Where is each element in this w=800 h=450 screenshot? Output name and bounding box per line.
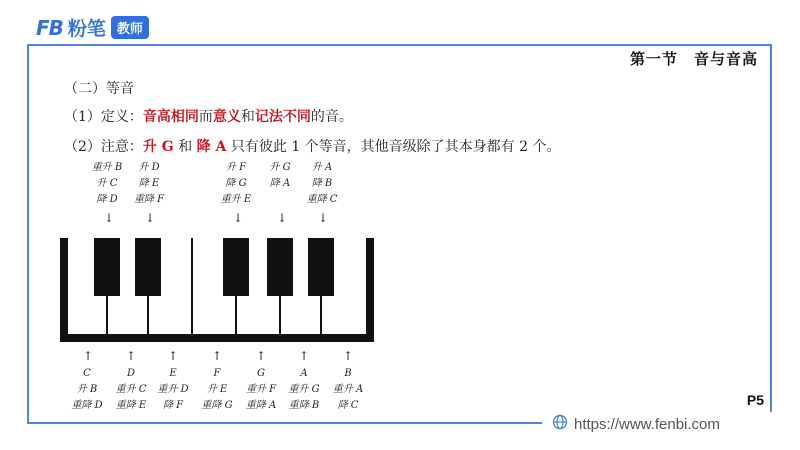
definition-connector-2: 和 bbox=[240, 109, 255, 125]
black-key-label-2: 升 D 降 E 重降 F bbox=[133, 162, 165, 205]
brand-logo bbox=[36, 14, 149, 41]
keyboard-right-edge bbox=[366, 238, 374, 342]
globe-icon bbox=[552, 414, 568, 434]
definition-highlight-2: 意义 bbox=[212, 109, 241, 125]
up-arrow-icon: ↑ bbox=[212, 349, 223, 363]
definition-highlight-1: 音高相同 bbox=[142, 109, 199, 125]
black-key-label-5: 升 A 降 B 重降 C bbox=[306, 162, 338, 205]
black-key-a-sharp bbox=[308, 238, 334, 296]
section-title: 第一节 音与音高 bbox=[629, 50, 758, 68]
white-key-label-d: D 重升 C 重降 E bbox=[115, 368, 147, 411]
logo-name: 粉笔 bbox=[67, 18, 106, 40]
white-key-divider bbox=[235, 296, 237, 336]
keyboard-left-edge bbox=[60, 238, 68, 342]
down-arrow-icon: ↓ bbox=[104, 211, 115, 225]
up-arrow-icon: ↑ bbox=[256, 349, 267, 363]
black-key-label-1: 重升 B 升 C 降 D bbox=[91, 162, 123, 205]
white-key-divider bbox=[147, 296, 149, 336]
definition-line bbox=[64, 106, 353, 126]
definition-end: 的音。 bbox=[310, 109, 353, 125]
white-key-divider bbox=[106, 296, 108, 336]
logo-tag: 教师 bbox=[111, 16, 149, 39]
subheading: （二）等音 bbox=[64, 81, 134, 97]
note-highlight-2: 降 A bbox=[196, 139, 227, 155]
up-arrow-icon: ↑ bbox=[126, 349, 137, 363]
note-end: 只有彼此 1 个等音，其他音级除了其本身都有 2 个。 bbox=[226, 139, 561, 155]
white-key-divider bbox=[320, 296, 322, 336]
white-key-label-g: G 重升 F 重降 A bbox=[245, 368, 277, 411]
white-key-divider bbox=[191, 238, 193, 336]
black-key-c-sharp bbox=[94, 238, 120, 296]
frame-top-border bbox=[27, 44, 772, 46]
down-arrow-icon: ↓ bbox=[233, 211, 244, 225]
up-arrow-icon: ↑ bbox=[299, 349, 310, 363]
white-key-label-a: A 重升 G 重降 B bbox=[288, 368, 320, 411]
up-arrow-icon: ↑ bbox=[168, 349, 179, 363]
black-key-d-sharp bbox=[135, 238, 161, 296]
up-arrow-icon: ↑ bbox=[343, 349, 354, 363]
black-key-f-sharp bbox=[223, 238, 249, 296]
white-key-label-e: E 重升 D 降 F bbox=[157, 368, 189, 411]
footer-url[interactable] bbox=[552, 414, 720, 434]
url-text[interactable]: https://www.fenbi.com bbox=[574, 415, 720, 433]
frame-right-border bbox=[770, 44, 772, 412]
white-key-label-b: B 重升 A 降 C bbox=[332, 368, 364, 411]
up-arrow-icon: ↑ bbox=[83, 349, 94, 363]
definition-connector-1: 而 bbox=[198, 109, 213, 125]
white-key-divider bbox=[279, 296, 281, 336]
down-arrow-icon: ↓ bbox=[145, 211, 156, 225]
white-key-label-c: C 升 B 重降 D bbox=[71, 368, 103, 411]
logo-mark: FB bbox=[36, 15, 63, 40]
piano-keyboard bbox=[60, 238, 374, 342]
black-key-g-sharp bbox=[267, 238, 293, 296]
black-key-label-4: 升 G 降 A bbox=[269, 162, 291, 189]
down-arrow-icon: ↓ bbox=[277, 211, 288, 225]
frame-left-border bbox=[27, 46, 29, 424]
definition-prefix: （1）定义： bbox=[64, 109, 143, 125]
note-prefix: （2）注意： bbox=[64, 139, 143, 155]
black-key-label-3: 升 F 降 G 重升 E bbox=[220, 162, 252, 205]
definition-highlight-3: 记法不同 bbox=[254, 109, 311, 125]
note-connector: 和 bbox=[173, 139, 197, 155]
note-line bbox=[64, 136, 561, 156]
page-number: P5 bbox=[746, 392, 764, 408]
note-highlight-1: 升 G bbox=[142, 139, 174, 155]
frame-bottom-border bbox=[27, 422, 542, 424]
down-arrow-icon: ↓ bbox=[318, 211, 329, 225]
white-key-label-f: F 升 E 重降 G bbox=[201, 368, 233, 411]
